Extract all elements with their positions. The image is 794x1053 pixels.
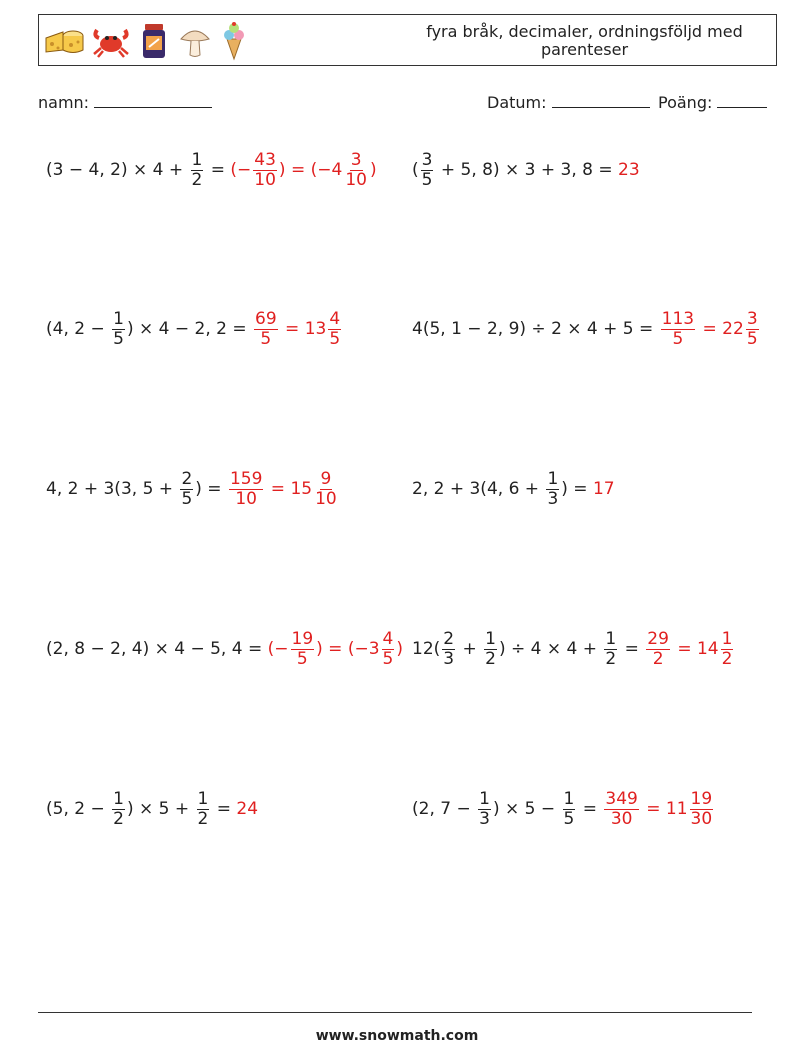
problem-7 [46,619,403,679]
fraction [421,151,434,190]
expression-text: (4, 2 − [46,319,111,339]
answer [268,630,403,669]
expression-text: ) [369,160,377,180]
fraction-denominator: 3 [479,808,490,829]
fraction-numerator: 9 [320,468,332,489]
expression-text: ) × 4 − 2, 2 = [126,319,252,339]
fraction [604,630,617,669]
name-blank[interactable] [94,93,212,108]
name-field [38,93,212,112]
fraction-numerator: 1 [113,788,124,809]
name-label: namn: [38,93,90,112]
answer [252,310,343,349]
fraction [344,151,368,190]
expression-text: = [577,799,603,819]
score-label: Poäng: [658,93,713,112]
fraction-numerator: 3 [350,149,362,170]
problem-8 [412,619,735,679]
fraction-denominator: 5 [563,808,575,829]
fraction [646,630,670,669]
fraction-denominator: 2 [721,648,733,669]
fraction-denominator: 10 [315,488,337,509]
expression-text: ) ÷ 4 × 4 + [498,639,603,659]
expression-text: (2, 7 − [412,799,477,819]
fraction-numerator: 1 [191,149,203,170]
expression-text: ) × 5 − [492,799,561,819]
date-field [487,93,650,112]
problem-3 [46,299,343,359]
worksheet-header [38,14,777,66]
expression-text: = 15 [265,479,313,499]
fraction [191,151,204,190]
answer [644,630,735,669]
fraction-numerator: 1 [197,788,209,809]
fraction-numerator: 69 [255,308,277,329]
fraction-denominator: 5 [113,328,124,349]
fraction-denominator: 30 [610,808,633,829]
expression-text: ( [412,160,419,180]
answer [227,470,340,509]
crab-icon [91,24,131,58]
problem-5 [46,459,340,519]
fraction [382,630,395,669]
fraction-numerator: 29 [647,628,669,649]
expression-text: 23 [618,160,640,180]
score-blank[interactable] [717,93,767,108]
fraction-numerator: 1 [113,308,124,329]
fraction-numerator: 1 [721,628,733,649]
fraction-numerator: 2 [443,628,455,649]
fraction-denominator: 5 [382,648,394,669]
expression-text: ) = [561,479,593,499]
fraction [112,310,125,349]
fraction-numerator: 2 [181,468,193,489]
fraction-denominator: 5 [672,328,684,349]
fraction-numerator: 3 [421,149,433,170]
jar-icon [137,22,171,60]
fraction [314,470,338,509]
fraction-denominator: 2 [605,648,617,669]
expression-text: 4, 2 + 3(3, 5 + [46,479,179,499]
fraction-numerator: 113 [661,308,695,329]
fraction [661,310,695,349]
fraction [546,470,559,509]
expression-text: = [619,639,645,659]
expression-text: = 11 [640,799,688,819]
problem-6 [412,459,615,519]
fraction-denominator: 5 [329,328,341,349]
fraction-denominator: 2 [197,808,209,829]
answer [659,310,761,349]
fraction-denominator: 30 [690,808,713,829]
icon-strip [43,21,249,61]
fraction-denominator: 3 [443,648,455,669]
fraction [746,310,759,349]
problem-4 [412,299,761,359]
fraction-denominator: 5 [181,488,193,509]
expression-text: (2, 8 − 2, 4) × 4 − 5, 4 = [46,639,268,659]
problem-2 [412,140,640,200]
expression-text: 4(5, 1 − 2, 9) ÷ 2 × 4 + 5 = [412,319,659,339]
fraction [478,790,491,829]
fraction-denominator: 3 [547,488,559,509]
fraction-denominator: 2 [113,808,124,829]
fraction-numerator: 1 [547,468,559,489]
expression-text: = [205,160,231,180]
fraction [721,630,734,669]
fraction-numerator: 1 [563,788,575,809]
fraction-numerator: 1 [485,628,496,649]
fraction-numerator: 159 [229,468,263,489]
ice-cream-icon [219,21,249,61]
cheese-icon [43,26,85,56]
fraction-numerator: 349 [605,788,638,809]
fraction [442,630,455,669]
expression-text: ) = (−3 [316,639,380,659]
expression-text: = 13 [279,319,327,339]
fraction [604,790,638,829]
answer [230,151,376,190]
fraction-denominator: 5 [296,648,308,669]
fraction-numerator: 19 [291,628,314,649]
mushroom-icon [177,23,213,59]
fraction [328,310,341,349]
fraction [197,790,210,829]
fraction-numerator: 1 [479,788,490,809]
fraction-denominator: 2 [191,169,203,190]
fraction-denominator: 10 [345,169,367,190]
fraction-numerator: 4 [382,628,394,649]
expression-text: + [457,639,483,659]
expression-text: = [211,799,237,819]
expression-text: ) × 5 + [126,799,195,819]
fraction-denominator: 2 [652,648,664,669]
problem-10 [412,779,715,839]
fraction-denominator: 10 [254,169,276,190]
score-field [658,93,767,112]
fraction [229,470,263,509]
expression-text: (3 − 4, 2) × 4 + [46,160,189,180]
expression-text: (5, 2 − [46,799,111,819]
expression-text: (− [230,160,252,180]
problem-9 [46,779,258,839]
fraction-denominator: 2 [485,648,496,669]
answer [236,799,258,819]
expression-text: 17 [592,479,615,499]
expression-text: 24 [236,799,259,819]
date-blank[interactable] [552,93,650,108]
expression-text: = 14 [671,639,719,659]
fraction [690,790,714,829]
fraction [112,790,125,829]
fraction [291,630,315,669]
fraction [484,630,497,669]
fraction [253,151,277,190]
expression-text: ) = (−4 [278,160,343,180]
fraction-denominator: 5 [746,328,758,349]
fraction-denominator: 5 [421,169,433,190]
fraction-numerator: 19 [690,788,713,809]
footer-divider [38,1012,752,1013]
footer-url: www.snowmath.com [315,1028,479,1044]
expression-text: = 22 [697,319,744,339]
worksheet-title: fyra bråk, decimaler, ordningsföljd med parenteser [426,22,743,59]
expression-text: ) = [195,479,227,499]
fraction [563,790,576,829]
fraction [254,310,278,349]
answer [593,479,615,499]
answer [618,160,640,180]
expression-text: (− [267,639,289,659]
fraction-denominator: 10 [235,488,257,509]
fraction-numerator: 3 [746,308,758,329]
fraction-numerator: 4 [329,308,341,329]
expression-text: 12( [412,639,441,659]
fraction-numerator: 43 [254,149,276,170]
fraction-numerator: 1 [605,628,617,649]
expression-text: 2, 2 + 3(4, 6 + [412,479,545,499]
answer [602,790,715,829]
fraction [180,470,193,509]
expression-text: + 5, 8) × 3 + 3, 8 = [435,160,619,180]
date-label: Datum: [487,93,547,112]
expression-text: ) [396,639,403,659]
problem-1 [46,140,377,200]
fraction-denominator: 5 [260,328,272,349]
